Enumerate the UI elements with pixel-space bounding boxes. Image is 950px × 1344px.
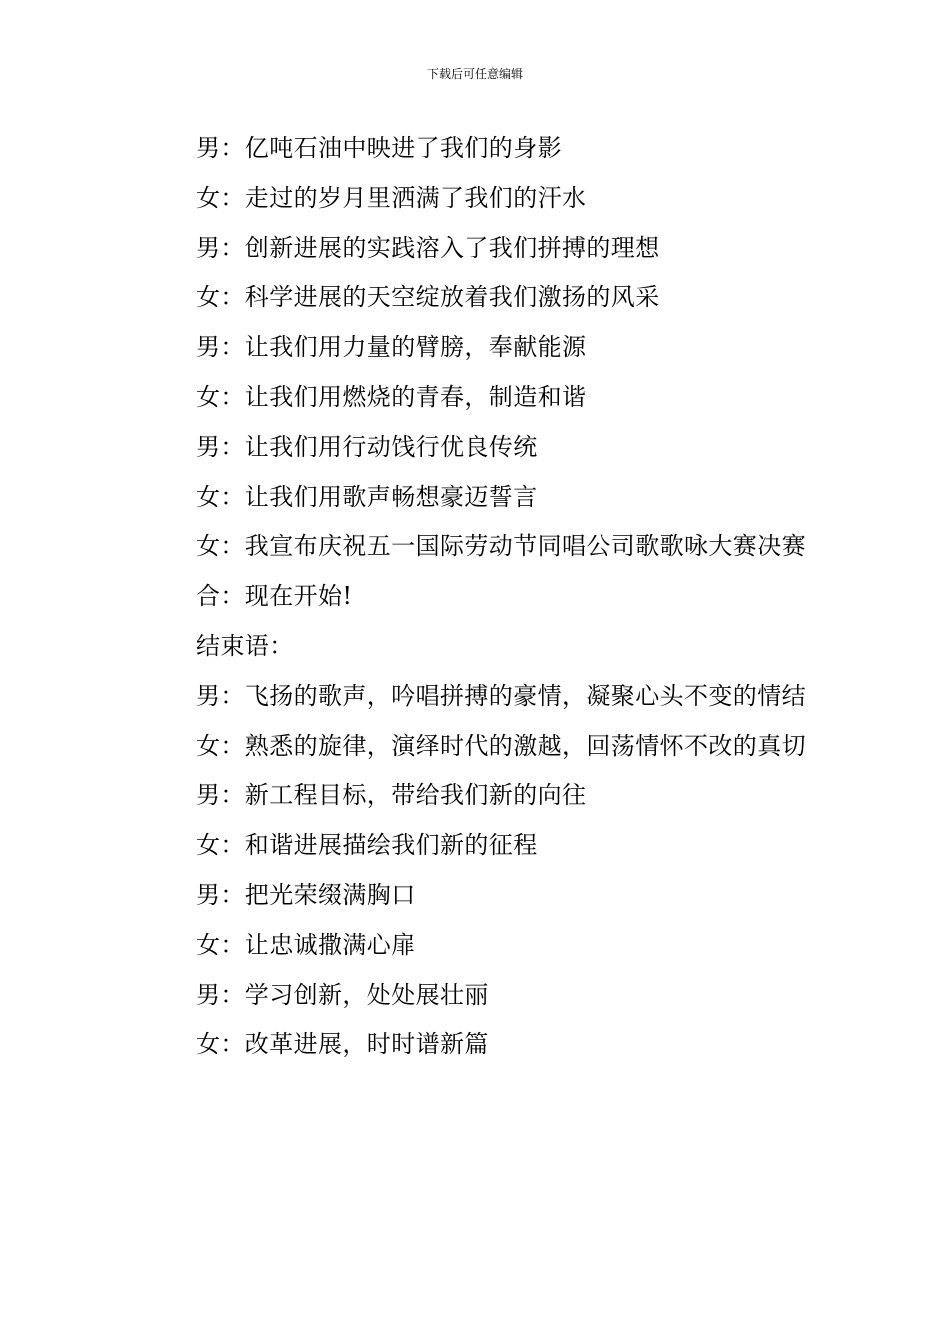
paragraph: 男：学习创新，处处展壮丽	[196, 980, 489, 1009]
paragraph: 男：把光荣缀满胸口	[196, 880, 416, 909]
paragraph: 合：现在开始!	[196, 582, 353, 611]
paragraph: 男：让我们用力量的臂膀，奉献能源	[196, 333, 587, 362]
paragraph: 女：让我们用歌声畅想豪迈誓言	[196, 482, 538, 511]
paragraph: 男：新工程目标，带给我们新的向往	[196, 781, 587, 810]
paragraph: 男：创新进展的实践溶入了我们拼搏的理想	[196, 233, 660, 262]
paragraph: 女：科学进展的天空绽放着我们激扬的风采	[196, 283, 660, 312]
page-header: 下载后可任意编辑	[426, 67, 523, 81]
paragraph: 女：改革进展，时时谱新篇	[196, 1030, 489, 1059]
paragraph: 女：我宣布庆祝五一国际劳动节同唱公司歌歌咏大赛决赛	[196, 532, 806, 561]
paragraph: 女：让我们用燃烧的青春，制造和谐	[196, 382, 587, 411]
paragraph: 男：飞扬的歌声，吟唱拼搏的豪情，凝聚心头不变的情结	[196, 681, 806, 710]
paragraph: 男：让我们用行动饯行优良传统	[196, 432, 538, 461]
paragraph: 女：走过的岁月里洒满了我们的汗水	[196, 183, 587, 212]
document-body	[146, 124, 808, 1070]
paragraph: 结束语：	[196, 631, 294, 660]
paragraph: 女：和谐进展描绘我们新的征程	[196, 831, 538, 860]
paragraph: 女：让忠诚撒满心扉	[196, 930, 416, 959]
paragraph: 男：亿吨石油中映进了我们的身影	[196, 134, 562, 162]
paragraph: 女：熟悉的旋律，演绎时代的激越，回荡情怀不改的真切	[196, 731, 806, 760]
